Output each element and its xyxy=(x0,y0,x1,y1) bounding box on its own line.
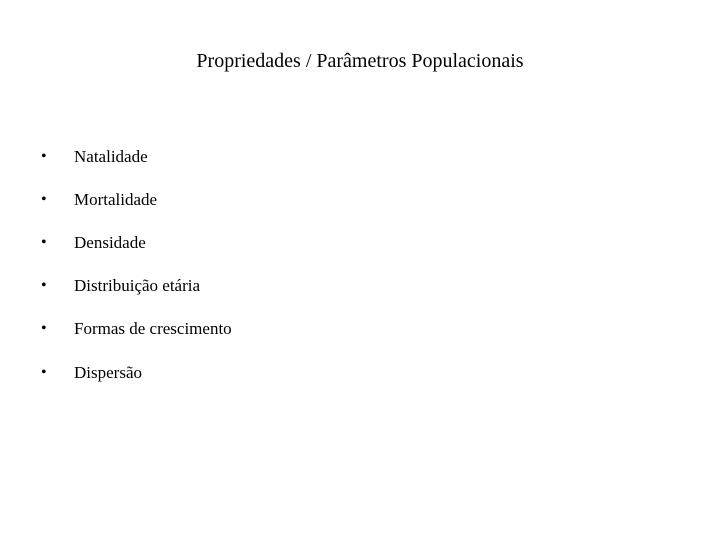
list-item-natalidade xyxy=(0,144,720,170)
bullet-point: • xyxy=(41,277,47,294)
list-item-label: Distribuição etária xyxy=(74,276,201,295)
list-item-mortalidade xyxy=(0,187,720,213)
list-item-formas-de-crescimento xyxy=(0,316,720,342)
bullet-point: • xyxy=(41,364,47,381)
list-item-label: Formas de crescimento xyxy=(74,319,232,338)
bullet-point: • xyxy=(41,320,47,337)
bullet-point: • xyxy=(41,191,47,208)
list-item-label: Mortalidade xyxy=(74,190,158,209)
list-item-label: Natalidade xyxy=(74,147,148,166)
bullet-point: • xyxy=(41,148,47,165)
list-item-label: Dispersão xyxy=(74,363,142,382)
list-item-densidade xyxy=(0,230,720,256)
slide-title: Propriedades / Parâmetros Populacionais xyxy=(196,50,524,72)
list-item-label: Densidade xyxy=(74,233,146,252)
list-item-distribuicao-etaria xyxy=(0,273,720,299)
list-item-dispersao xyxy=(0,360,720,386)
bullet-point: • xyxy=(41,234,47,251)
